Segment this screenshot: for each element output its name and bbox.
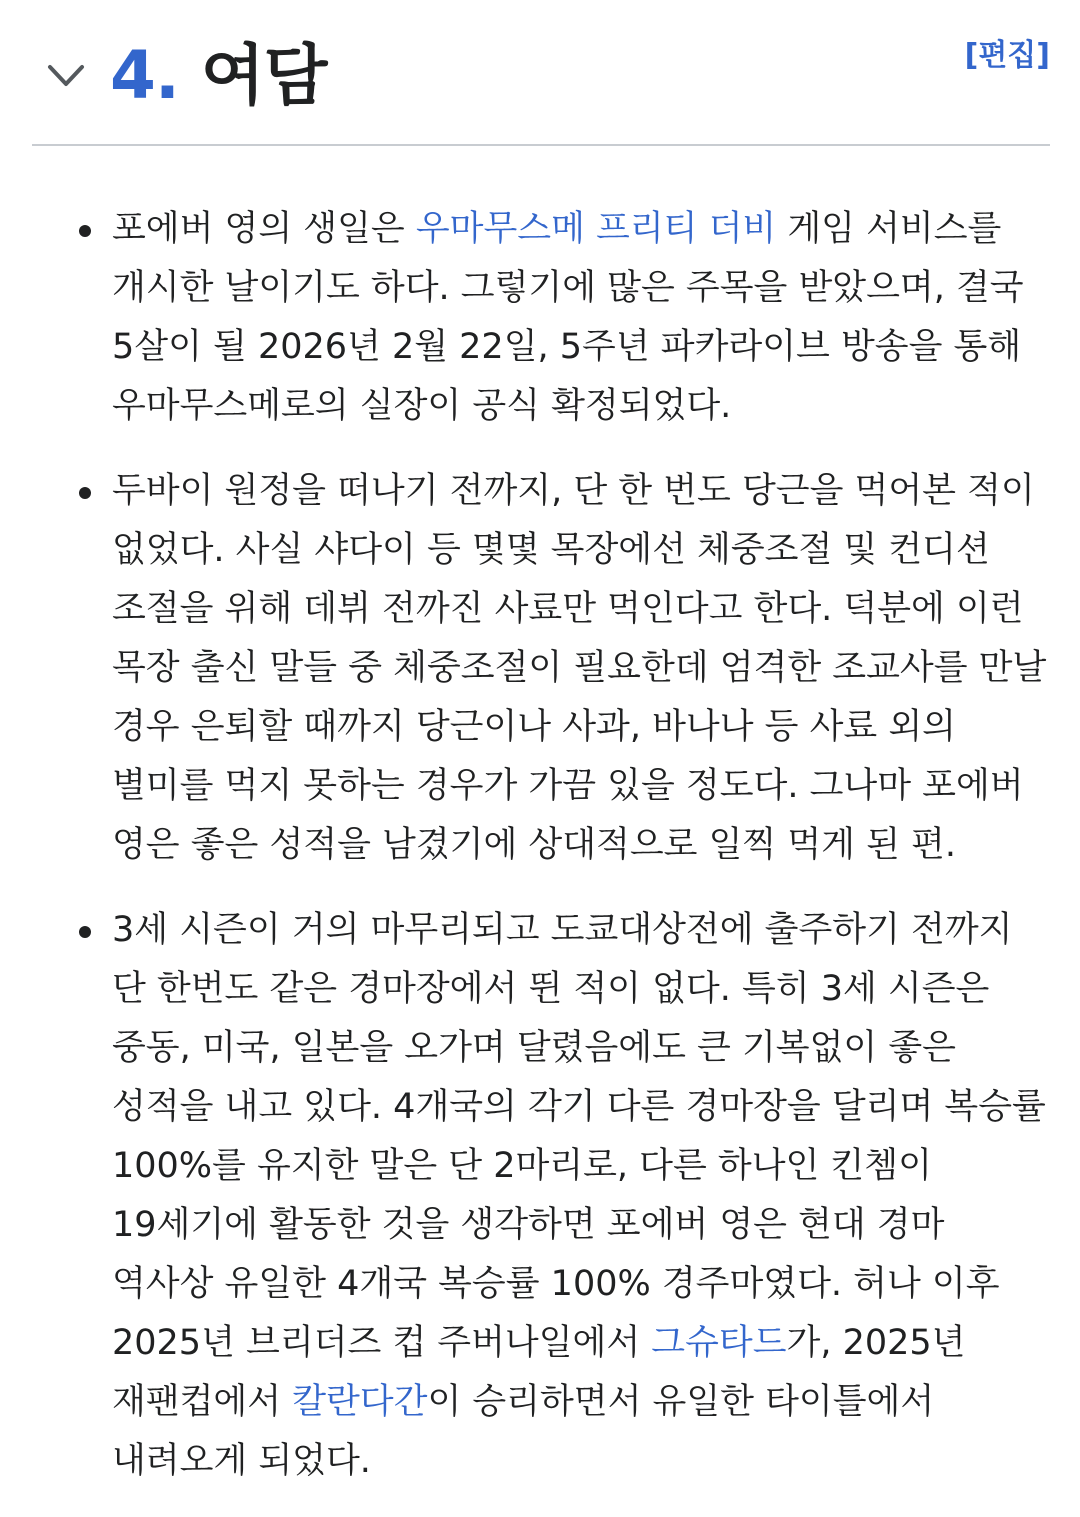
note-text: 포에버 영의 생일은 — [112, 209, 416, 249]
notes-list — [0, 200, 1080, 1491]
note-text: 게임 서비스를 개시한 날이기도 하다. 그렇기에 많은 주목을 받았으며, 결국 5살이 될 2026년 2월 22일, 5주년 파카라이브 방송을 통해 우마무스메로의 실장이 공식 확정되었다. — [112, 209, 1024, 426]
section-title: 여담 — [200, 37, 327, 114]
bullet-icon — [79, 487, 91, 499]
section-header — [32, 0, 1050, 146]
bullet-icon — [79, 926, 91, 938]
section-number: 4. — [110, 37, 179, 114]
edit-link[interactable]: [편집] — [964, 38, 1050, 73]
list-item — [112, 462, 1052, 875]
chevron-down-icon[interactable] — [46, 56, 86, 96]
note-text: 가, 2025년 재팬컵에서 — [112, 1323, 966, 1422]
note-text: 이 승리하면서 유일한 타이틀에서 내려오게 되었다. — [112, 1382, 935, 1481]
section-heading — [110, 28, 327, 124]
list-item — [112, 901, 1052, 1491]
list-item — [112, 200, 1052, 436]
bullet-icon — [79, 225, 91, 237]
gstaad-link[interactable]: 그슈타드 — [651, 1323, 787, 1363]
section-content — [0, 200, 1080, 1517]
note-text: 3세 시즌이 거의 마무리되고 도쿄대상전에 출주하기 전까지 단 한번도 같은 경마장에서 뛴 적이 없다. 특히 3세 시즌은 중동, 미국, 일본을 오가며 달렸음에도 큰 기복없이 좋은 성적을 내고 있다. 4개국의 각기 다른 경마장을 달리며 복승률 100%를 유지한 말은 단 2마리로, 다른 하나인 킨쳄이 19세기에 활동한 것을 생각하면 포에버 영은 현대 경마 역사상 유일한 4개국 복승률 100% 경주마였다. 허나 이후 2025년 브리더즈 컵 주버나일에서 — [112, 910, 1046, 1363]
calandagan-link[interactable]: 칼란다간 — [292, 1382, 428, 1422]
umamusume-link[interactable]: 우마무스메 프리티 더비 — [415, 209, 777, 249]
note-text: 두바이 원정을 떠나기 전까지, 단 한 번도 당근을 먹어본 적이 없었다. 사실 샤다이 등 몇몇 목장에선 체중조절 및 컨디션 조절을 위해 데뷔 전까진 사료만 먹인다고 한다. 덕분에 이런 목장 출신 말들 중 체중조절이 필요한데 엄격한 조교사를 만날 경우 은퇴할 때까지 당근이나 사과, 바나나 등 사료 외의 별미를 먹지 못하는 경우가 가끔 있을 정도다. 그나마 포에버 영은 좋은 성적을 남겼기에 상대적으로 일찍 먹게 된 편. — [112, 471, 1047, 865]
